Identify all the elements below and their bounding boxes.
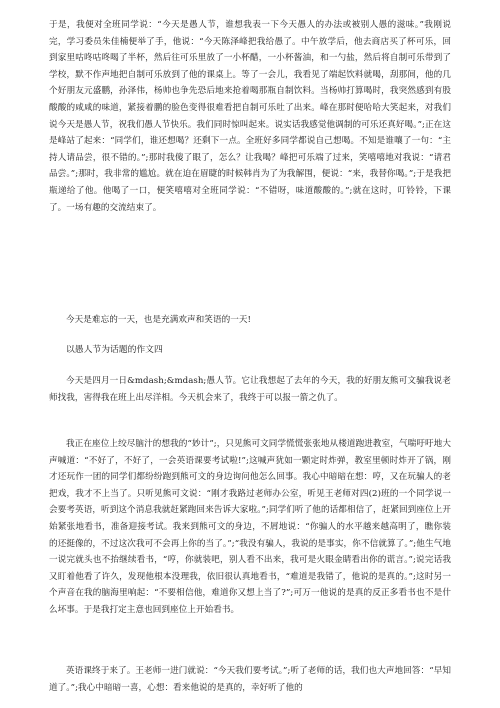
paragraph-memorable-day: 今天是难忘的一天，也是充满欢声和笑语的一天! xyxy=(66,315,252,325)
paragraph-interaction-story: 于是，我便对全班同学说：“今天是愚人节，谁想我表一下今天愚人的办法或被别人愚的滋味。”我刚说完，学习委员朱佳楠便举了手，他说：“今天陈泽峰把我给愚了。中午放学后，他去商店买了杯可乐，回到家里咕咚咕咚喝了半杯，然后往可乐里放了一小杯醋，一小杯酱油，和一勺盐，然后将自制可乐带到了学校，默不作声地把自制可乐放到了他的课桌上。等了一会儿，我看见了端起饮料就喝，刮那间，他的几个好朋友元盛鹏，孙泽伟，杨帅也争先恐后地来抢着喝那瓶自制饮料。当杨帅打算喝时，我突然感到有股酸酸的咸咸的味道，紧接着鹏的脸色变得很难看把自制可乐吐了出来。峰在那时便哈哈大笑起来，对我们说今天是愚人节，祝我们愚人节快乐。我们同时惊叫起来。说实话我感觉他调制的可乐还真好喝。”;正在这是峰站了起来：“同学们，谁还想喝？还剩下一点。全班好多同学都说自己想喝。不知是谁嚷了一句：“主持人请品尝，很不错的。”;那时我傻了眼了，怎么？让我喝？峰把可乐端了过来，笑嘻嘻地对我说：“请君品尝。”;那时，我非常的尴尬。就在迫在眉睫的时候韩肖为了为我解围，便说：“来，我替你喝。”;于是我把瓶递给了他。他喝了一口，便笑嘻嘻对全班同学说：“不错呀，味道酸酸的。”;就在这时，叮铃铃，下课了。一场有趣的交流结束了。 xyxy=(49,20,451,213)
paragraph-english-class: 英语课终于来了。王老师一进门就说：“今天我们要考试。”;听了老师的话，我们也大声地回答：“早知道了。”;我心中暗暗一喜，心想：看来他说的是真的，幸好听了他的 xyxy=(49,666,451,693)
paragraph-clever-plan: 我正在座位上绞尽脑汁的想我的“妙计”;，只见熊可文同学慌慌张张地从楼道跑进教室，气喘吁吁地大声喊道：“不好了，不好了，一会英语课要考试啦!”;这喊声犹如一颗定时炸弹，教室里顿时炸开了锅，刚才还玩作一团的同学们都纷纷跑到熊可文的身边询问他怎么回事。我心中暗暗在想：哼，又在玩骗人的老把戏，我才不上当了。只听见熊可文说：“刚才我路过老师办公室，听见王老师对四(2)班的一个同学说一会要考英语，听到这个消息我就赶紧跑回来告诉大家啦。”;同学们听了他的话都相信了，赶紧回到座位上开始紧张地看书，准备迎接考试。我来到熊可文的身边，不屑地说：“你骗人的水平越来越高明了，瞧你装的还挺像的，不过这次我可不会再上你的当了。”;“我没有骗人，我说的是事实，你不信就算了。”;他生气地一说完就头也不抬继续看书，“哼，你就装吧，别人看不出来，我可是火眼金睛看出你的谎言。”;说完话我又盯着他看了许久，发现他根本没理我，依旧很认真地看书，“难道是我错了，他说的是真的。”;这时另一个声音在我的脑海里响起：“不要相信他，难道你又想上当了?”;可万一他说的是真的反正多看书也不是什么坏事。于是我打定主意也回到座位上开始看书。 xyxy=(49,439,451,615)
essay-heading-four: 以愚人节为话题的作文四 xyxy=(66,345,163,355)
paragraph-april-first: 今天是四月一日&mdash;&mdash;愚人节。它让我想起了去年的今天，我的好朋友熊可文骗我说老师找我，害得我在班上出尽洋相。今天机会来了，我终于可以报一箭之仇了。 xyxy=(49,376,451,403)
